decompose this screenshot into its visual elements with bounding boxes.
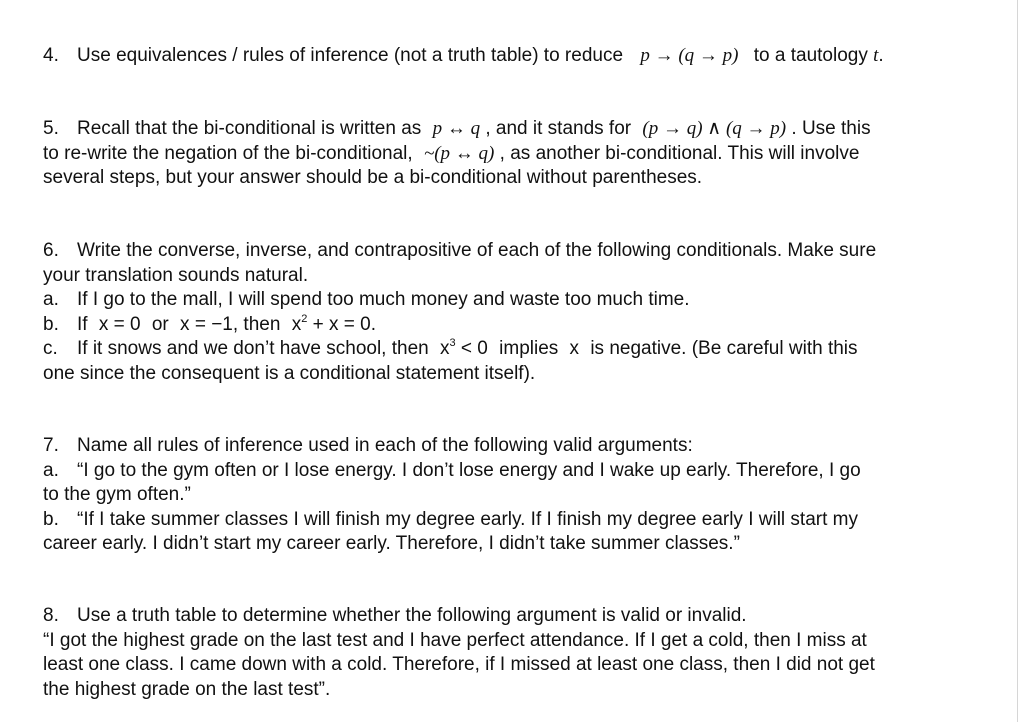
q5-text-d: to re-write the negation of the bi-conditional, [43, 142, 413, 164]
q5-line-2 [43, 142, 973, 167]
q5-text-c: . Use this [791, 118, 871, 139]
q8-line-3: least one class. I came down with a cold. Therefore, if I missed at least one class, then I did not get [43, 654, 875, 675]
q6-item-a-label: a. [43, 289, 59, 310]
q7-item-a [43, 459, 973, 484]
q6-item-b-rest: + x = 0. [307, 313, 376, 335]
q7-number: 7. [43, 435, 59, 456]
q6-item-c-inequality [440, 338, 488, 359]
q6-line-2: your translation sounds natural. [43, 264, 309, 286]
q6-item-c-label: c. [43, 338, 58, 359]
q6-line-1 [43, 239, 973, 264]
q8-line-4: the highest grade on the last test”. [43, 678, 331, 700]
q7-item-a-label: a. [43, 459, 59, 481]
q6-item-b [43, 313, 973, 338]
question-5 [43, 117, 973, 191]
q4-expression: p → (q → p) [640, 45, 739, 66]
q6-item-c-ineq: < 0 [455, 338, 488, 359]
q5-line-3: several steps, but your answer should be a bi-conditional without parentheses. [43, 167, 703, 188]
q5-biconditional: p ↔ q [432, 118, 481, 139]
q6-item-b-if: If [77, 313, 88, 335]
q4-tautology-symbol: t [873, 45, 879, 66]
q6-item-b-base: x [291, 313, 302, 335]
q5-text-b: , and it stands for [485, 118, 632, 139]
q6-item-b-cond-1: x = 0 [98, 313, 141, 335]
q6-item-c-rest: is negative. (Be careful with this [590, 338, 858, 359]
page-right-edge [1017, 0, 1018, 722]
q4-text-a: Use equivalences / rules of inference (not a truth table) to reduce [77, 45, 624, 66]
q4-number: 4. [43, 45, 59, 66]
q7-item-b-text: “If I take summer classes I will finish my degree early. If I finish my degree early I will start my [77, 508, 858, 530]
q6-item-c-base: x [440, 338, 450, 359]
q5-expansion: (p → q) ∧ (q → p) [642, 118, 787, 139]
q7-item-b-label: b. [43, 508, 59, 530]
q7-item-b [43, 508, 973, 533]
q5-text-e: , as another bi-conditional. This will involve [499, 142, 860, 164]
q4-line-1 [43, 44, 973, 69]
q6-item-b-equation [292, 314, 376, 335]
question-8 [43, 604, 973, 702]
q6-text-a: Write the converse, inverse, and contrapositive of each of the following conditionals. Make sure [77, 240, 877, 261]
q6-item-a [43, 288, 973, 313]
q5-number: 5. [43, 118, 59, 139]
q6-item-c-line-2: one since the consequent is a conditional statement itself). [43, 362, 536, 384]
q4-text-b: to a tautology [753, 45, 868, 66]
q6-item-b-cond-2: x = −1 [180, 313, 233, 335]
q7-line-1 [43, 434, 973, 459]
q6-item-b-label: b. [43, 313, 59, 335]
q6-item-c-implies: implies [499, 338, 559, 359]
question-4 [43, 44, 973, 69]
q6-item-b-or: or [151, 313, 169, 335]
q4-period: . [878, 45, 884, 66]
q8-number: 8. [43, 605, 59, 626]
q5-negation: ~(p ↔ q) [423, 142, 495, 164]
q6-item-a-text: If I go to the mall, I will spend too much money and waste too much time. [77, 289, 690, 310]
q6-item-c-text: If it snows and we don’t have school, then [77, 338, 429, 359]
q6-item-c [43, 337, 973, 362]
question-6 [43, 239, 973, 386]
q8-text-a: Use a truth table to determine whether the following argument is valid or invalid. [77, 605, 747, 626]
q6-item-b-exponent: 2 [301, 312, 308, 325]
question-7 [43, 434, 973, 557]
q6-number: 6. [43, 240, 59, 261]
q8-line-2: “I got the highest grade on the last test and I have perfect attendance. If I get a cold, then I miss at [43, 629, 867, 651]
q5-line-1 [43, 117, 973, 142]
q6-item-c-exponent: 3 [449, 337, 456, 349]
q5-text-a: Recall that the bi-conditional is written as [77, 118, 422, 139]
q7-text-a: Name all rules of inference used in each of the following valid arguments: [77, 435, 693, 456]
q7-item-a-text: “I go to the gym often or I lose energy. I don’t lose energy and I wake up early. Therefore, I go [77, 459, 861, 481]
q8-line-1 [43, 604, 973, 629]
q6-item-b-then: , then [232, 313, 281, 335]
q6-item-c-x: x [569, 338, 580, 359]
q7-item-b-line-2: career early. I didn’t start my career early. Therefore, I didn’t take summer classes.” [43, 533, 740, 554]
q7-item-a-line-2: to the gym often.” [43, 484, 191, 505]
